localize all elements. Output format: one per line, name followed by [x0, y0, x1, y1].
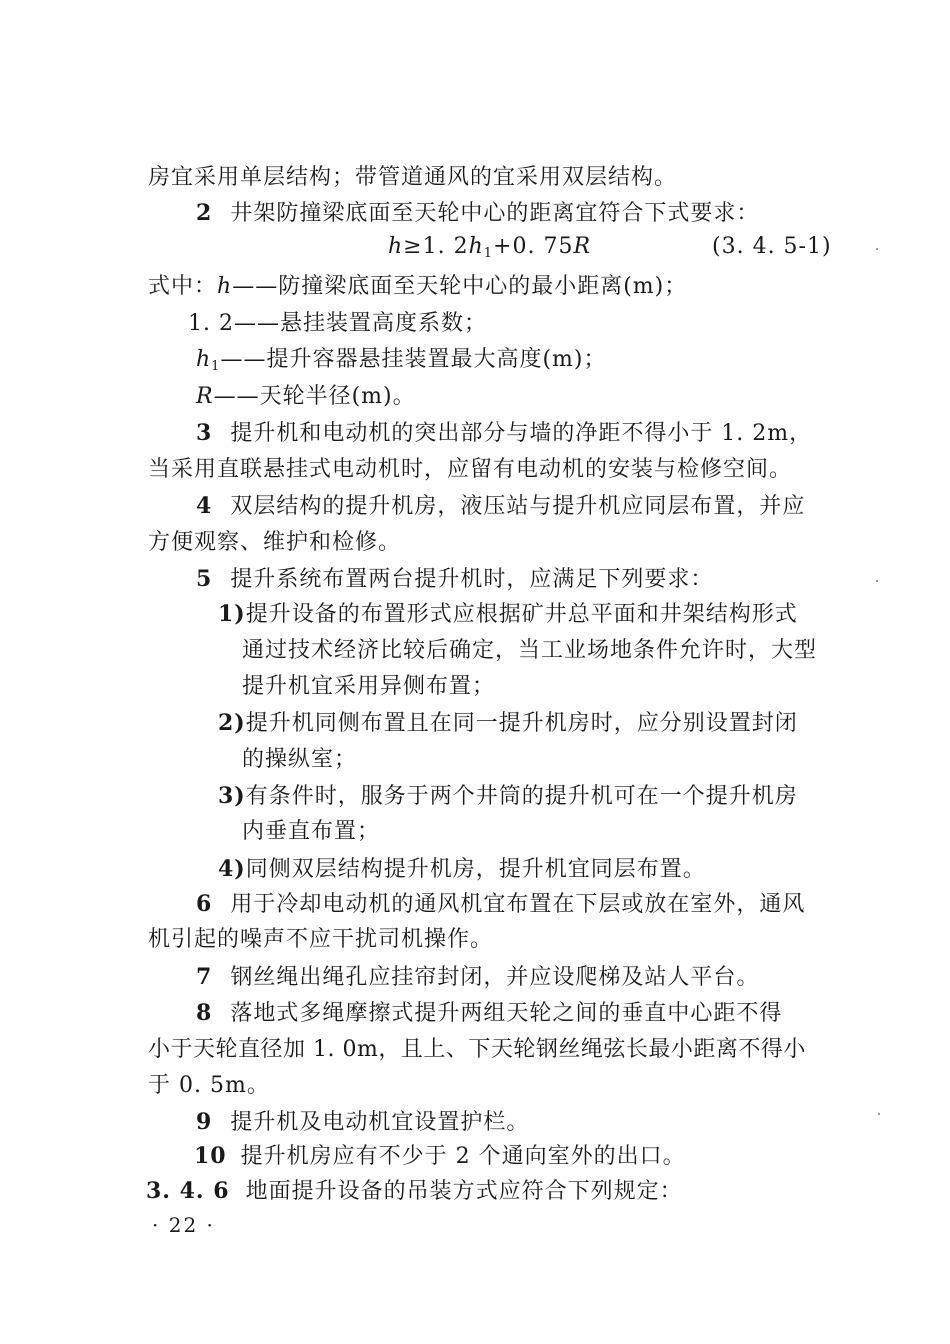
sub-item-text: 提升设备的布置形式应根据矿井总平面和井架结构形式 — [245, 602, 798, 627]
formula-var-h: h — [388, 234, 404, 259]
sub-item-text: 有条件时，服务于两个井筒的提升机可在一个提升机房 — [245, 784, 798, 809]
scan-speck — [876, 580, 878, 582]
clause-3 — [196, 418, 816, 449]
sub-item-number: 3) — [218, 783, 246, 809]
clause-text: 双层结构的提升机房，液压站与提升机应同层布置，并应 — [230, 494, 806, 519]
clause-8 — [196, 998, 816, 1029]
sub-item-text: 提升机宜采用异侧布置； — [242, 674, 496, 699]
where-R — [196, 382, 864, 412]
symbol: h — [217, 274, 233, 299]
clause-number: 9 — [196, 1109, 213, 1135]
sub-item-4 — [218, 854, 886, 885]
line-text: 房宜采用单层结构；带管道通风的宜采用双层结构。 — [148, 165, 678, 190]
sub-item-text: 的操纵室； — [242, 747, 358, 772]
section-number: 3. 4. 6 — [146, 1178, 230, 1204]
clause-number: 2 — [196, 200, 213, 226]
text-line — [242, 745, 910, 775]
formula-3-4-5-1 — [388, 232, 591, 269]
where-prefix: 式中： — [148, 274, 218, 299]
where-h1 — [196, 345, 864, 382]
text-line — [148, 163, 816, 193]
clause-number: 5 — [196, 566, 213, 592]
symbol: h — [196, 347, 212, 372]
text-line — [242, 636, 910, 666]
sub-item-number: 1) — [218, 601, 246, 627]
clause-text: 提升机及电动机宜设置护栏。 — [230, 1110, 530, 1135]
clause-4 — [196, 491, 816, 522]
clause-number: 7 — [196, 964, 213, 990]
sub-item-text: 通过技术经济比较后确定，当工业场地条件允许时，大型 — [242, 638, 818, 663]
clause-text: 钢丝绳出绳孔应挂帘封闭，并应设爬梯及站人平台。 — [230, 965, 760, 990]
sub-item-text: 提升机同侧布置且在同一提升机房时，应分别设置封闭 — [245, 711, 798, 736]
sub-item-text: 同侧双层结构提升机房，提升机宜同层布置。 — [245, 857, 706, 882]
sub-item-text: 内垂直布置； — [242, 819, 381, 844]
clause-number: 8 — [196, 1000, 213, 1026]
clause-text: 提升系统布置两台提升机时，应满足下列要求： — [230, 567, 714, 592]
definition: ——防撞梁底面至天轮中心的最小距离(m)； — [232, 274, 688, 299]
text-line — [148, 925, 816, 955]
scan-speck — [876, 248, 878, 250]
formula-ge-coef: ≥1. 2 — [403, 234, 469, 259]
clause-7 — [196, 962, 864, 993]
text-line — [148, 528, 816, 558]
formula-var-h1: h — [468, 234, 484, 259]
clause-text: 机引起的噪声不应干扰司机操作。 — [148, 927, 494, 952]
sub-item-number: 4) — [218, 856, 246, 882]
clause-5 — [196, 564, 816, 595]
clause-text: 于 0. 5m。 — [148, 1073, 270, 1098]
subscript: 1 — [211, 359, 221, 374]
clause-number: 10 — [194, 1143, 227, 1169]
scan-speck — [878, 1113, 880, 1115]
formula-var-R: R — [573, 234, 592, 259]
definition: ——提升容器悬挂装置最大高度(m)； — [220, 347, 607, 372]
sub-item-3 — [218, 781, 816, 812]
where-h — [148, 272, 816, 302]
text-line — [148, 1071, 816, 1101]
formula-plus: +0. 75 — [493, 234, 574, 259]
clause-number: 3 — [196, 420, 213, 446]
sub-item-2 — [218, 708, 816, 739]
text-line — [148, 1035, 816, 1065]
clause-2 — [196, 198, 816, 229]
symbol: 1. 2 — [188, 311, 234, 336]
section-text: 地面提升设备的吊装方式应符合下列规定： — [245, 1179, 683, 1204]
clause-number: 6 — [196, 891, 213, 917]
page-number: · 22 · — [152, 1213, 215, 1237]
symbol: R — [196, 384, 214, 409]
clause-text: 提升机房应有不少于 2 个通向室外的出口。 — [240, 1144, 686, 1169]
clause-text: 落地式多绳摩擦式提升两组天轮之间的垂直中心距不得 — [230, 1001, 783, 1026]
where-1-2 — [188, 309, 856, 339]
sub-item-1 — [218, 599, 816, 630]
definition: ——天轮半径(m)。 — [213, 384, 416, 409]
clause-number: 4 — [196, 493, 213, 519]
clause-text: 井架防撞梁底面至天轮中心的距离宜符合下式要求： — [230, 201, 760, 226]
section-3-4-6 — [146, 1176, 814, 1207]
clause-text: 用于冷却电动机的通风机宜布置在下层或放在室外，通风 — [230, 892, 806, 917]
clause-text: 提升机和电动机的突出部分与墙的净距不得小于 1. 2m， — [230, 421, 813, 446]
clause-text: 方便观察、维护和检修。 — [148, 530, 402, 555]
clause-6 — [196, 889, 816, 920]
sub-item-number: 2) — [218, 710, 246, 736]
text-line — [242, 817, 910, 847]
definition: ——悬挂装置高度系数； — [233, 311, 487, 336]
clause-text: 小于天轮直径加 1. 0m，且上、下天轮钢丝绳弦长最小距离不得小 — [148, 1037, 806, 1062]
formula-subscript: 1 — [483, 246, 494, 261]
text-line — [242, 672, 910, 702]
clause-9 — [196, 1107, 864, 1138]
clause-10 — [194, 1141, 862, 1172]
formula-number: (3. 4. 5-1) — [712, 234, 832, 259]
text-line — [148, 455, 816, 485]
clause-text: 当采用直联悬挂式电动机时，应留有电动机的安装与检修空间。 — [148, 457, 793, 482]
